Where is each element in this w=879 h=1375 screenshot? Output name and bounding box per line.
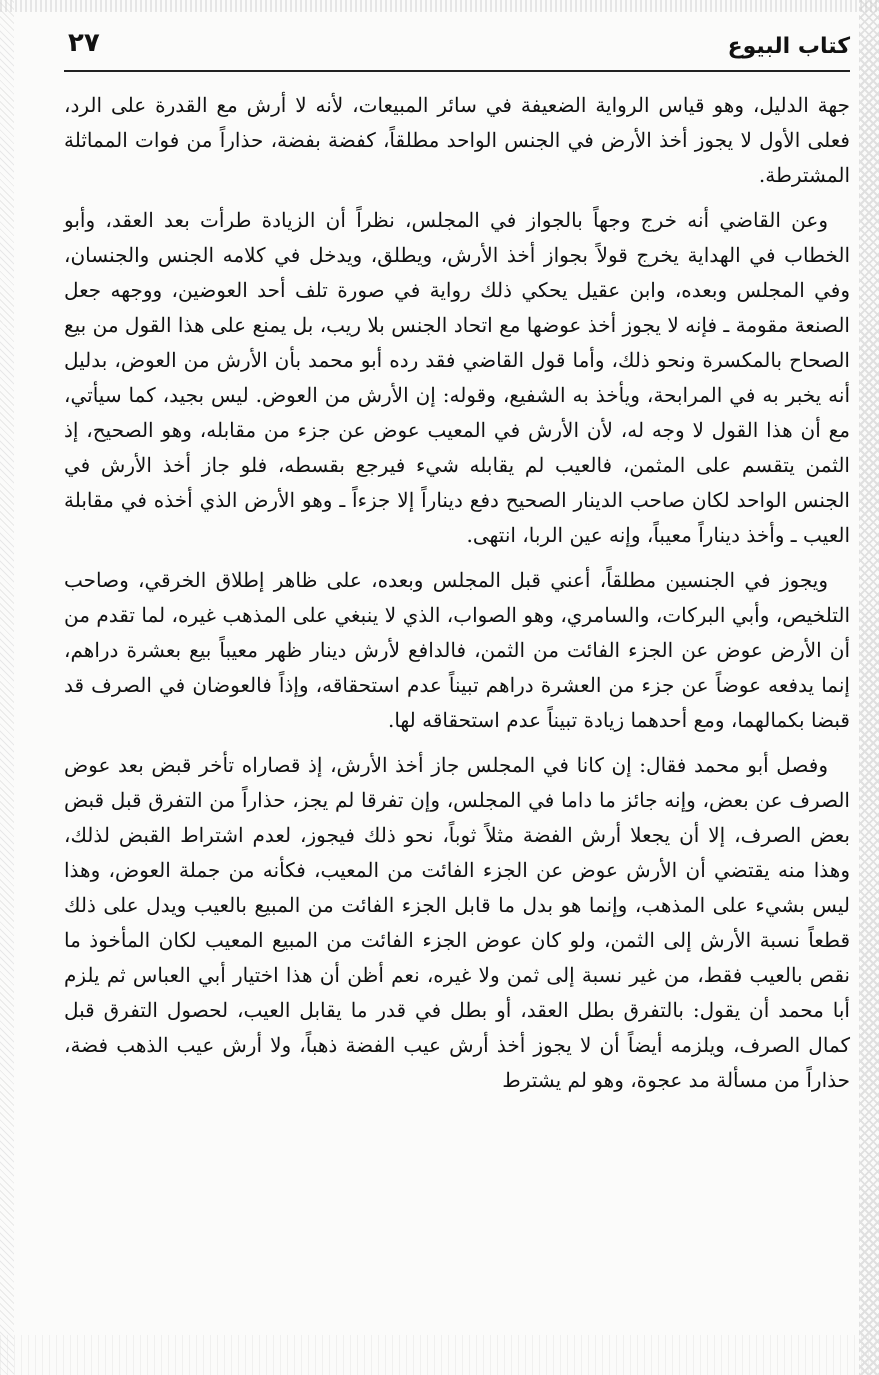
page-edge-top [0, 0, 879, 12]
paragraph: وفصل أبو محمد فقال: إن كانا في المجلس جاز أخذ الأرش، إذ قصاراه تأخر قبض بعد عوض الصرف عن بعض، وإنه جائز ما داما في المجلس، وإن تفرقا لم يجز، حذاراً من التفرق قبل قبض بعض الصرف، إلا أن يجعلا أرش الفضة مثلاً ثوباً، نحو ذلك فيجوز، لعدم اشتراط القبض لذلك، وهذا منه يقتضي أن الأرش عوض عن الجزء الفائت من المعيب، فكأنه من جملة العوض، وهذا ليس بشيء على المذهب، وإنما هو بدل ما قابل الجزء الفائت من المبيع بالعيب ويدل على ذلك قطعاً نسبة الأرش إلى الثمن، ولو كان عوض الجزء الفائت من المبيع المعيب لكان المأخوذ ما نقص بالعيب فقط، من غير نسبة إلى ثمن ولا غيره، نعم أظن أن هذا اختيار أبي العباس ثم يلزم أبا محمد أن يقول: بالتفرق بطل العقد، أو بطل في قدر ما يقابل العيب، لحصول التفرق قبل كمال الصرف، ويلزمه أيضاً أن لا يجوز أخذ أرش عيب الفضة ذهباً، ولا أرش عيب الذهب فضة، حذاراً من مسألة مد عجوة، وهو لم يشترط [64, 753, 851, 1092]
scan-noise-bottom [0, 1335, 879, 1375]
page-header [64, 26, 850, 72]
paragraph: جهة الدليل، وهو قياس الرواية الضعيفة في سائر المبيعات، لأنه لا أرش مع القدرة على الرد، فعلى الأول لا يجوز أخذ الأرض في الجنس الواحد مطلقاً، كفضة بفضة، حذاراً من فوات المماثلة المشترطة. [64, 93, 850, 187]
page-body [64, 88, 850, 1108]
page-edge-right [859, 0, 879, 1375]
page-number: ٢٧ [68, 28, 100, 58]
running-title: كتاب البيوع [727, 34, 850, 59]
paragraph: ويجوز في الجنسين مطلقاً، أعني قبل المجلس وبعده، على ظاهر إطلاق الخرقي، وصاحب التلخيص، وأبي البركات، والسامري، وهو الصواب، الذي لا ينبغي على المذهب غيره، لما تقدم من أن الأرض عوض عن الجزء الفائت من الثمن، فالدافع لأرش دينار ظهر معيباً بيع بعشرة دراهم، إنما يدفعه عوضاً عن جزء من العشرة دراهم تبيناً عدم استحقاقه، وإذاً فالعوضان في الصرف قد قبضا بكمالهما، ومع أحدهما زيادة تبيناً عدم استحقاقه لها. [64, 568, 850, 732]
page-edge-left [0, 0, 14, 1375]
paragraph: وعن القاضي أنه خرج وجهاً بالجواز في المجلس، نظراً أن الزيادة طرأت بعد العقد، وأبو الخطاب في الهداية يخرج قولاً بجواز أخذ الأرش، ويطلق، ويدخل في كلامه الجنس والجنسان، وفي المجلس وبعده، وابن عقيل يحكي ذلك رواية في صورة تلف أحد العوضين، ووجهه جعل الصنعة مقومة ـ فإنه لا يجوز أخذ عوضها مع اتحاد الجنس بلا ريب، بل يمنع على هذا القول من بيع الصحاح بالمكسرة ونحو ذلك، وأما قول القاضي فقد رده أبو محمد بأن الأرش من العوض، بدليل أنه يخبر به في المرابحة، ويأخذ به الشفيع، وقوله: إن الأرش من العوض. ليس بجيد، كما سيأتي، مع أن هذا القول لا وجه له، لأن الأرش في المعيب عوض عن جزء من مقابله، وهو الصحيح، إذ الثمن يتقسم على المثمن، فالعيب لم يقابله شيء فيرجع بقسطه، فلو جاز أخذ الأرش في الجنس الواحد لكان صاحب الدينار الصحيح دفع ديناراً إلا جزءاً ـ وهو الأرض الذي أخذه في مقابلة العيب ـ وأخذ ديناراً معيباً، وإنه عين الربا، انتهى. [64, 208, 851, 547]
